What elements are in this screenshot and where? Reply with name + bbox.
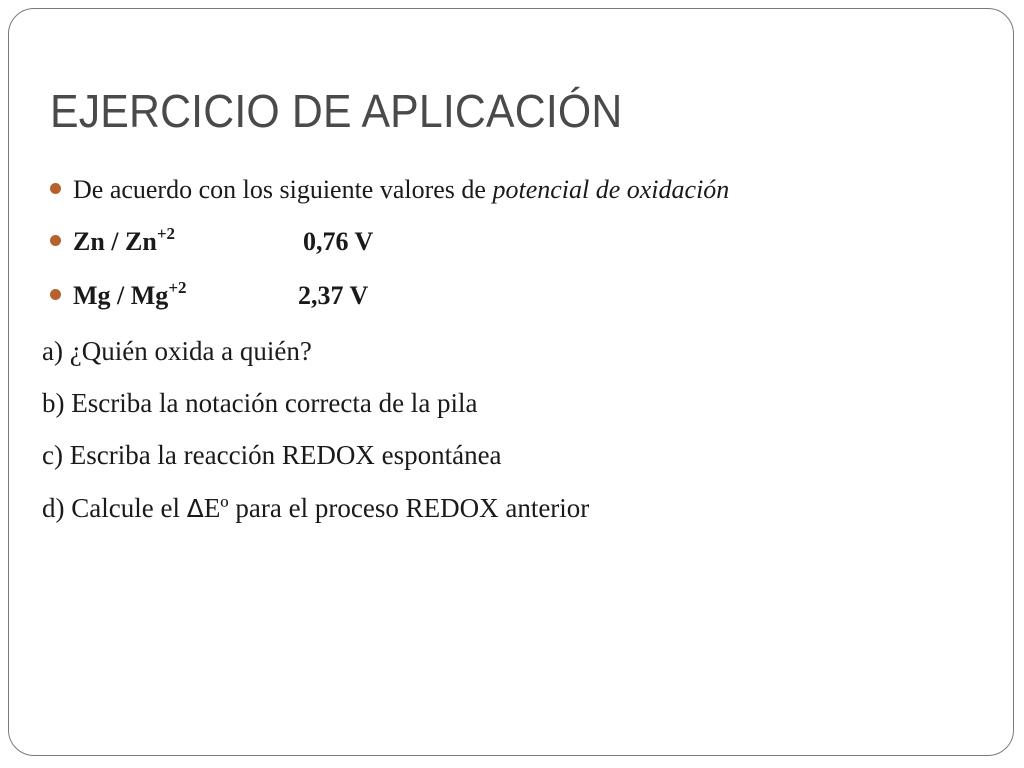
mg-charge: +2 [168, 278, 187, 297]
mg-couple-label: Mg / Mg [73, 281, 169, 310]
question-c: c) Escriba la reacción REDOX espontánea [42, 440, 502, 470]
intro-italic-text: potencial de oxidación [492, 175, 730, 204]
zn-potential: 0,76 V [303, 227, 374, 256]
question-d-prefix: d) Calcule el [42, 493, 187, 523]
bullet-intro-text [73, 170, 729, 210]
slide-title: EJERCICIO DE APLICACIÓN [50, 85, 623, 137]
question-a: a) ¿Quién oxida a quién? [42, 336, 312, 366]
zn-couple-label: Zn / Zn [73, 227, 157, 256]
question-d-suffix: Eº para el proceso REDOX anterior [203, 493, 590, 523]
delta-symbol: Δ [186, 494, 204, 523]
intro-text: De acuerdo con los siguiente valores de [73, 175, 493, 204]
question-b: b) Escriba la notación correcta de la pila [42, 388, 478, 418]
zn-charge: +2 [156, 224, 176, 243]
question-d [42, 487, 589, 529]
bullet-icon [50, 289, 61, 300]
zn-couple [73, 222, 303, 265]
mg-couple [73, 276, 298, 319]
bullet-icon [50, 183, 61, 194]
bullet-zn-text [73, 222, 373, 265]
bullet-mg-text [73, 276, 368, 319]
mg-potential: 2,37 V [298, 281, 369, 310]
bullet-icon [50, 235, 61, 246]
